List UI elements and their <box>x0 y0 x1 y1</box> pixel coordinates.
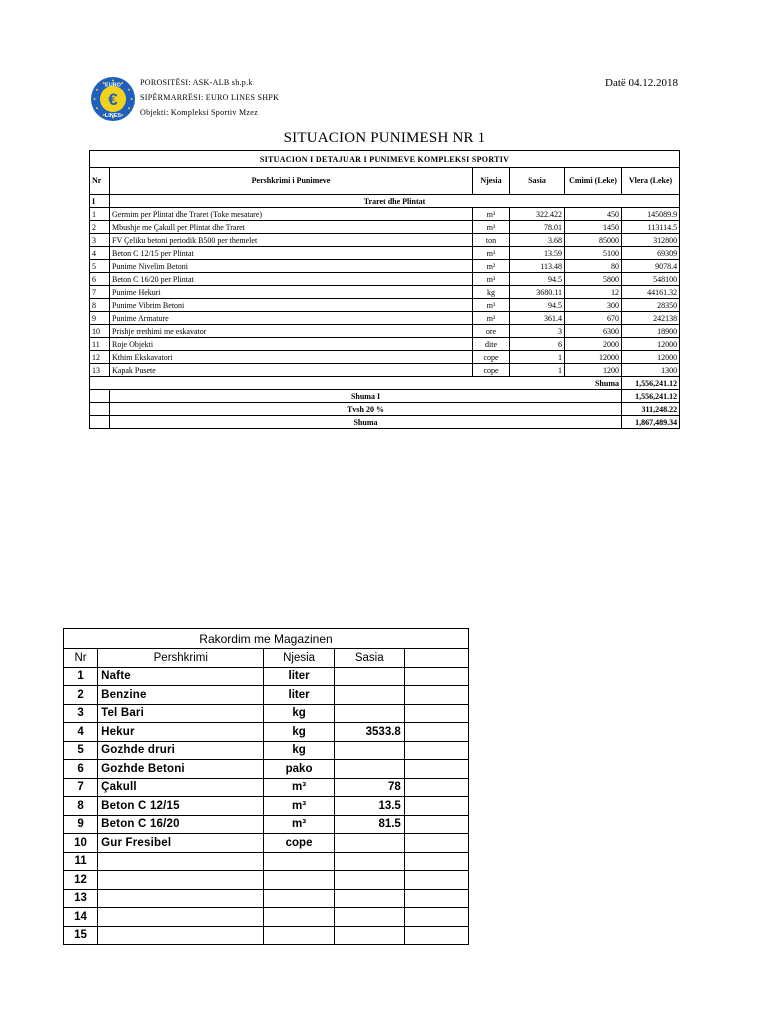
works-table-row <box>90 351 680 364</box>
row-value: 548100 <box>622 273 680 286</box>
row-description: Kapak Pusete <box>110 364 473 377</box>
wh-row-unit: kg <box>264 723 334 742</box>
row-price: 450 <box>565 208 622 221</box>
wh-row-quantity <box>334 667 404 686</box>
contractor-line: SIPËRMARRËSI: EURO LINES SHPK <box>140 93 280 102</box>
row-price: 670 <box>565 312 622 325</box>
wh-row-unit <box>264 871 334 890</box>
row-unit: cope <box>473 364 510 377</box>
works-table-row <box>90 312 680 325</box>
wh-row-description <box>98 889 264 908</box>
svg-text:EURO: EURO <box>105 82 121 89</box>
row-number: 3 <box>90 234 110 247</box>
warehouse-row <box>64 871 469 890</box>
wh-col-nr: Nr <box>64 649 98 668</box>
section-number: I <box>90 195 110 208</box>
wh-row-unit: cope <box>264 834 334 853</box>
row-number: 9 <box>90 312 110 325</box>
wh-row-extra <box>404 686 468 705</box>
wh-row-quantity <box>334 760 404 779</box>
row-price: 12 <box>565 286 622 299</box>
wh-row-unit: liter <box>264 686 334 705</box>
warehouse-row <box>64 834 469 853</box>
wh-row-description: Nafte <box>98 667 264 686</box>
warehouse-header <box>64 649 469 668</box>
wh-row-number: 7 <box>64 778 98 797</box>
row-unit: m² <box>473 260 510 273</box>
euro-lines-logo <box>90 76 136 122</box>
row-price: 80 <box>565 260 622 273</box>
wh-row-unit: m³ <box>264 815 334 834</box>
wh-row-number: 14 <box>64 908 98 927</box>
row-price: 12000 <box>565 351 622 364</box>
col-value: Vlera (Leke) <box>622 168 680 195</box>
row-description: Roje Objekti <box>110 338 473 351</box>
total-label: Shuma I <box>110 390 622 403</box>
wh-row-extra <box>404 741 468 760</box>
row-description: Punime Hekuri <box>110 286 473 299</box>
wh-row-description: Benzine <box>98 686 264 705</box>
works-table-row <box>90 338 680 351</box>
row-value: 69309 <box>622 247 680 260</box>
wh-col-unit: Njesia <box>264 649 334 668</box>
row-description: Punime Vibrim Betoni <box>110 299 473 312</box>
wh-row-quantity <box>334 741 404 760</box>
wh-row-description: Tel Bari <box>98 704 264 723</box>
warehouse-row <box>64 889 469 908</box>
row-quantity: 94.5 <box>510 273 565 286</box>
wh-row-description: Beton C 16/20 <box>98 815 264 834</box>
wh-row-quantity <box>334 852 404 871</box>
object-line: Objekti: Kompleksi Sportiv Mzez <box>140 108 258 117</box>
row-number: 6 <box>90 273 110 286</box>
row-description: Punime Nivelim Betoni <box>110 260 473 273</box>
wh-row-quantity <box>334 704 404 723</box>
row-price: 1200 <box>565 364 622 377</box>
wh-row-description <box>98 908 264 927</box>
row-description: Kthim Ekskavatori <box>110 351 473 364</box>
total-spacer <box>90 403 110 416</box>
wh-row-unit <box>264 852 334 871</box>
wh-row-extra <box>404 926 468 945</box>
wh-row-description <box>98 871 264 890</box>
warehouse-row <box>64 667 469 686</box>
document-date: Datë 04.12.2018 <box>605 77 679 89</box>
row-number: 4 <box>90 247 110 260</box>
grand-total-row <box>90 403 680 416</box>
wh-row-number: 11 <box>64 852 98 871</box>
wh-row-extra <box>404 667 468 686</box>
row-number: 10 <box>90 325 110 338</box>
wh-row-number: 13 <box>64 889 98 908</box>
row-unit: m³ <box>473 273 510 286</box>
total-value: 311,248.22 <box>622 403 680 416</box>
row-description: FV Çeliku betoni periodik B500 per themelet <box>110 234 473 247</box>
wh-row-description <box>98 852 264 871</box>
row-number: 13 <box>90 364 110 377</box>
row-quantity: 361.4 <box>510 312 565 325</box>
wh-row-quantity: 81.5 <box>334 815 404 834</box>
wh-row-quantity: 78 <box>334 778 404 797</box>
total-label: Shuma <box>110 416 622 429</box>
warehouse-table <box>63 628 469 945</box>
svg-text:€: € <box>108 90 118 109</box>
col-quantity: Sasia <box>510 168 565 195</box>
row-price: 5800 <box>565 273 622 286</box>
warehouse-row <box>64 797 469 816</box>
wh-row-extra <box>404 889 468 908</box>
wh-row-extra <box>404 760 468 779</box>
row-unit: ton <box>473 234 510 247</box>
row-value: 44161.32 <box>622 286 680 299</box>
row-value: 9078.4 <box>622 260 680 273</box>
row-quantity: 6 <box>510 338 565 351</box>
wh-row-number: 5 <box>64 741 98 760</box>
row-description: Beton C 12/15 per Plintat <box>110 247 473 260</box>
row-value: 12000 <box>622 351 680 364</box>
warehouse-row <box>64 741 469 760</box>
row-unit: cope <box>473 351 510 364</box>
wh-col-extra <box>404 649 468 668</box>
warehouse-row <box>64 778 469 797</box>
col-description: Pershkrimi i Punimeve <box>110 168 473 195</box>
row-description: Beton C 16/20 per Plintat <box>110 273 473 286</box>
wh-row-unit: pako <box>264 760 334 779</box>
wh-row-number: 12 <box>64 871 98 890</box>
row-unit: m³ <box>473 208 510 221</box>
wh-col-quantity: Sasia <box>334 649 404 668</box>
warehouse-row <box>64 926 469 945</box>
row-quantity: 3680.11 <box>510 286 565 299</box>
wh-row-extra <box>404 778 468 797</box>
row-quantity: 1 <box>510 351 565 364</box>
row-price: 2000 <box>565 338 622 351</box>
wh-row-unit: m³ <box>264 778 334 797</box>
wh-row-quantity: 3533.8 <box>334 723 404 742</box>
wh-row-extra <box>404 797 468 816</box>
document-title: SITUACION PUNIMESH NR 1 <box>283 130 486 146</box>
wh-row-description: Gozhde Betoni <box>98 760 264 779</box>
row-price: 6300 <box>565 325 622 338</box>
wh-col-description: Pershkrimi <box>98 649 264 668</box>
wh-row-unit <box>264 889 334 908</box>
row-quantity: 3 <box>510 325 565 338</box>
total-spacer <box>90 390 110 403</box>
row-value: 242138 <box>622 312 680 325</box>
wh-row-quantity <box>334 686 404 705</box>
row-price: 1450 <box>565 221 622 234</box>
row-number: 5 <box>90 260 110 273</box>
wh-row-description: Beton C 12/15 <box>98 797 264 816</box>
wh-row-number: 10 <box>64 834 98 853</box>
works-table-row <box>90 325 680 338</box>
section-label: Traret dhe Plintat <box>110 195 680 208</box>
wh-row-number: 6 <box>64 760 98 779</box>
wh-row-quantity <box>334 889 404 908</box>
row-price: 85000 <box>565 234 622 247</box>
col-unit: Njesia <box>473 168 510 195</box>
wh-row-number: 3 <box>64 704 98 723</box>
works-table-subtitle-row <box>90 151 680 168</box>
warehouse-row <box>64 686 469 705</box>
row-unit: ore <box>473 325 510 338</box>
grand-total-row <box>90 390 680 403</box>
row-number: 1 <box>90 208 110 221</box>
row-unit: dite <box>473 338 510 351</box>
wh-row-description: Hekur <box>98 723 264 742</box>
wh-row-description: Çakull <box>98 778 264 797</box>
works-table-row <box>90 286 680 299</box>
warehouse-title-row <box>64 629 469 649</box>
row-description: Prishje rrethimi me eskavator <box>110 325 473 338</box>
wh-row-extra <box>404 871 468 890</box>
wh-row-unit <box>264 908 334 927</box>
row-quantity: 322.422 <box>510 208 565 221</box>
section-row <box>90 195 680 208</box>
total-value: 1,867,489.34 <box>622 416 680 429</box>
wh-row-number: 9 <box>64 815 98 834</box>
warehouse-title: Rakordim me Magazinen <box>64 629 469 649</box>
wh-row-extra <box>404 834 468 853</box>
warehouse-row <box>64 704 469 723</box>
works-table-header <box>90 168 680 195</box>
row-number: 12 <box>90 351 110 364</box>
client-line: POROSITËSI: ASK-ALB sh.p.k <box>140 78 253 87</box>
row-unit: m² <box>473 312 510 325</box>
row-quantity: 78.01 <box>510 221 565 234</box>
warehouse-row <box>64 908 469 927</box>
wh-row-number: 8 <box>64 797 98 816</box>
total-value: 1,556,241.12 <box>622 390 680 403</box>
wh-row-extra <box>404 852 468 871</box>
wh-row-extra <box>404 704 468 723</box>
row-quantity: 1 <box>510 364 565 377</box>
row-value: 28350 <box>622 299 680 312</box>
warehouse-row <box>64 760 469 779</box>
row-unit: kg <box>473 286 510 299</box>
row-value: 145089.9 <box>622 208 680 221</box>
row-quantity: 94.5 <box>510 299 565 312</box>
wh-row-unit: m³ <box>264 797 334 816</box>
row-value: 113114.5 <box>622 221 680 234</box>
row-quantity: 3.68 <box>510 234 565 247</box>
row-price: 5100 <box>565 247 622 260</box>
wh-row-extra <box>404 908 468 927</box>
row-description: Germim per Plintat dhe Traret (Toke mesatare) <box>110 208 473 221</box>
wh-row-number: 15 <box>64 926 98 945</box>
wh-row-unit: kg <box>264 704 334 723</box>
section-total-label: Shuma <box>90 377 622 390</box>
wh-row-quantity <box>334 908 404 927</box>
works-table <box>89 150 680 429</box>
works-table-row <box>90 247 680 260</box>
row-price: 300 <box>565 299 622 312</box>
wh-row-quantity <box>334 926 404 945</box>
total-label: Tvsh 20 % <box>110 403 622 416</box>
wh-row-number: 2 <box>64 686 98 705</box>
grand-total-row <box>90 416 680 429</box>
works-table-row <box>90 273 680 286</box>
wh-row-extra <box>404 815 468 834</box>
col-nr: Nr <box>90 168 110 195</box>
row-value: 18900 <box>622 325 680 338</box>
warehouse-row <box>64 852 469 871</box>
works-table-row <box>90 234 680 247</box>
row-description: Mbushje me Çakull per Plintat dhe Traret <box>110 221 473 234</box>
wh-row-unit: liter <box>264 667 334 686</box>
wh-row-unit: kg <box>264 741 334 760</box>
row-unit: m³ <box>473 221 510 234</box>
wh-row-number: 1 <box>64 667 98 686</box>
wh-row-extra <box>404 723 468 742</box>
wh-row-unit <box>264 926 334 945</box>
row-quantity: 13.59 <box>510 247 565 260</box>
wh-row-quantity <box>334 871 404 890</box>
works-table-row <box>90 260 680 273</box>
total-spacer <box>90 416 110 429</box>
wh-row-description <box>98 926 264 945</box>
row-number: 11 <box>90 338 110 351</box>
works-table-row <box>90 299 680 312</box>
row-number: 7 <box>90 286 110 299</box>
row-unit: m³ <box>473 247 510 260</box>
warehouse-row <box>64 815 469 834</box>
wh-row-number: 4 <box>64 723 98 742</box>
wh-row-description: Gur Fresibel <box>98 834 264 853</box>
svg-text:LINES: LINES <box>104 113 122 119</box>
row-value: 1300 <box>622 364 680 377</box>
row-value: 312800 <box>622 234 680 247</box>
col-price: Cmimi (Leke) <box>565 168 622 195</box>
row-description: Punime Armature <box>110 312 473 325</box>
row-number: 8 <box>90 299 110 312</box>
wh-row-quantity <box>334 834 404 853</box>
wh-row-quantity: 13.5 <box>334 797 404 816</box>
section-total-value: 1,556,241.12 <box>622 377 680 390</box>
works-table-row <box>90 364 680 377</box>
row-quantity: 113.48 <box>510 260 565 273</box>
warehouse-row <box>64 723 469 742</box>
row-number: 2 <box>90 221 110 234</box>
works-table-row <box>90 221 680 234</box>
wh-row-description: Gozhde druri <box>98 741 264 760</box>
works-table-row <box>90 208 680 221</box>
section-total-row <box>90 377 680 390</box>
row-value: 12000 <box>622 338 680 351</box>
works-table-subtitle: SITUACION I DETAJUAR I PUNIMEVE KOMPLEKSI SPORTIV <box>90 151 680 168</box>
row-unit: m³ <box>473 299 510 312</box>
